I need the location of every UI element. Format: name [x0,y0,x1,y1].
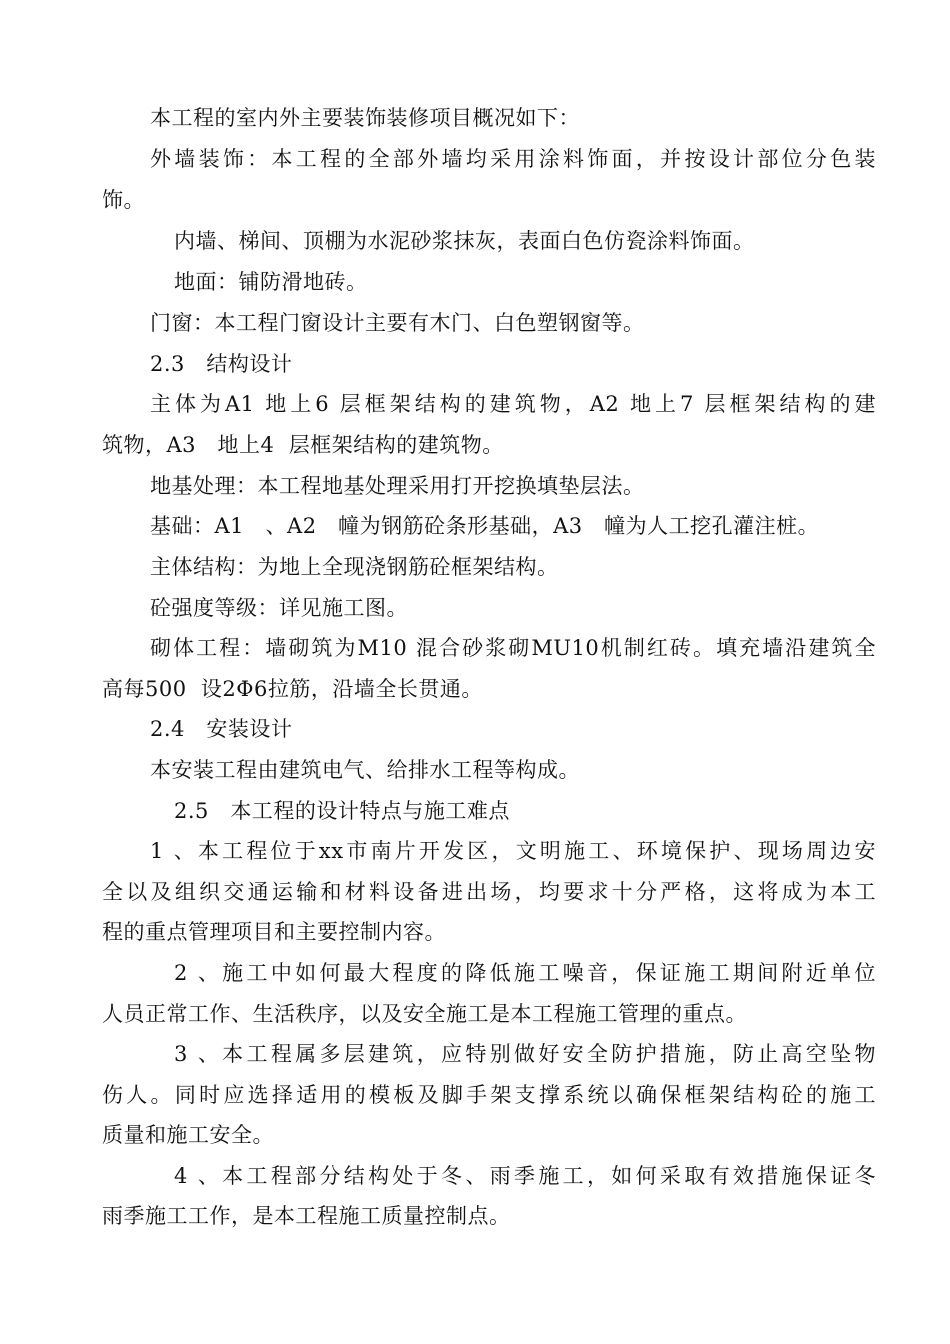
text-line: 筑物，A3 地上4 层框架结构的建筑物。 [102,433,504,457]
text-line: 高每500 设2Φ6拉筋，沿墙全长贯通。 [102,677,483,701]
text-line: 伤人。同时应选择适用的模板及脚手架支撑系统以确保框架结构砼的施工 [102,1083,876,1107]
text-line: 4 、本工程部分结构处于冬、雨季施工，如何采取有效措施保证冬 [174,1164,876,1188]
text-line: 饰。 [102,188,145,212]
text-line: 内墙、梯间、顶棚为水泥砂浆抹灰，表面白色仿瓷涂料饰面。 [174,229,755,253]
text-line: 门窗：本工程门窗设计主要有木门、白色塑钢窗等。 [150,311,645,335]
text-line: 3 、本工程属多层建筑，应特别做好安全防护措施，防止高空坠物 [174,1042,876,1066]
section-heading: 2.3 结构设计 [150,352,293,376]
text-line: 1 、本工程位于xx市南片开发区，文明施工、环境保护、现场周边安 [150,839,876,863]
text-line: 程的重点管理项目和主要控制内容。 [102,920,446,944]
text-line: 主体结构：为地上全现浇钢筋砼框架结构。 [150,555,559,579]
text-line: 主体为A1 地上6 层框架结构的建筑物，A2 地上7 层框架结构的建 [150,392,876,416]
text-line: 砼强度等级：详见施工图。 [150,596,408,620]
text-line: 基础：A1 、A2 幢为钢筋砼条形基础，A3 幢为人工挖孔灌注桩。 [150,514,820,538]
text-line: 全以及组织交通运输和材料设备进出场，均要求十分严格，这将成为本工 [102,880,876,904]
text-line: 外墙装饰：本工程的全部外墙均采用涂料饰面，并按设计部位分色装 [150,147,876,171]
text-line: 地面：铺防滑地砖。 [174,270,368,294]
text-line: 2 、施工中如何最大程度的降低施工噪音，保证施工期间附近单位 [174,961,876,985]
section-heading: 2.4 安装设计 [150,717,293,741]
text-line: 本安装工程由建筑电气、给排水工程等构成。 [150,758,580,782]
text-line: 质量和施工安全。 [102,1123,274,1147]
text-line: 雨季施工工作，是本工程施工质量控制点。 [102,1204,511,1228]
text-line: 人员正常工作、生活秩序，以及安全施工是本工程施工管理的重点。 [102,1002,747,1026]
text-line: 本工程的室内外主要装饰装修项目概况如下： [150,106,580,130]
text-line: 砌体工程：墙砌筑为M10 混合砂浆砌MU10机制红砖。填充墙沿建筑全 [150,636,876,660]
section-heading: 2.5 本工程的设计特点与施工难点 [174,799,510,823]
text-line: 地基处理：本工程地基处理采用打开挖换填垫层法。 [150,474,645,498]
